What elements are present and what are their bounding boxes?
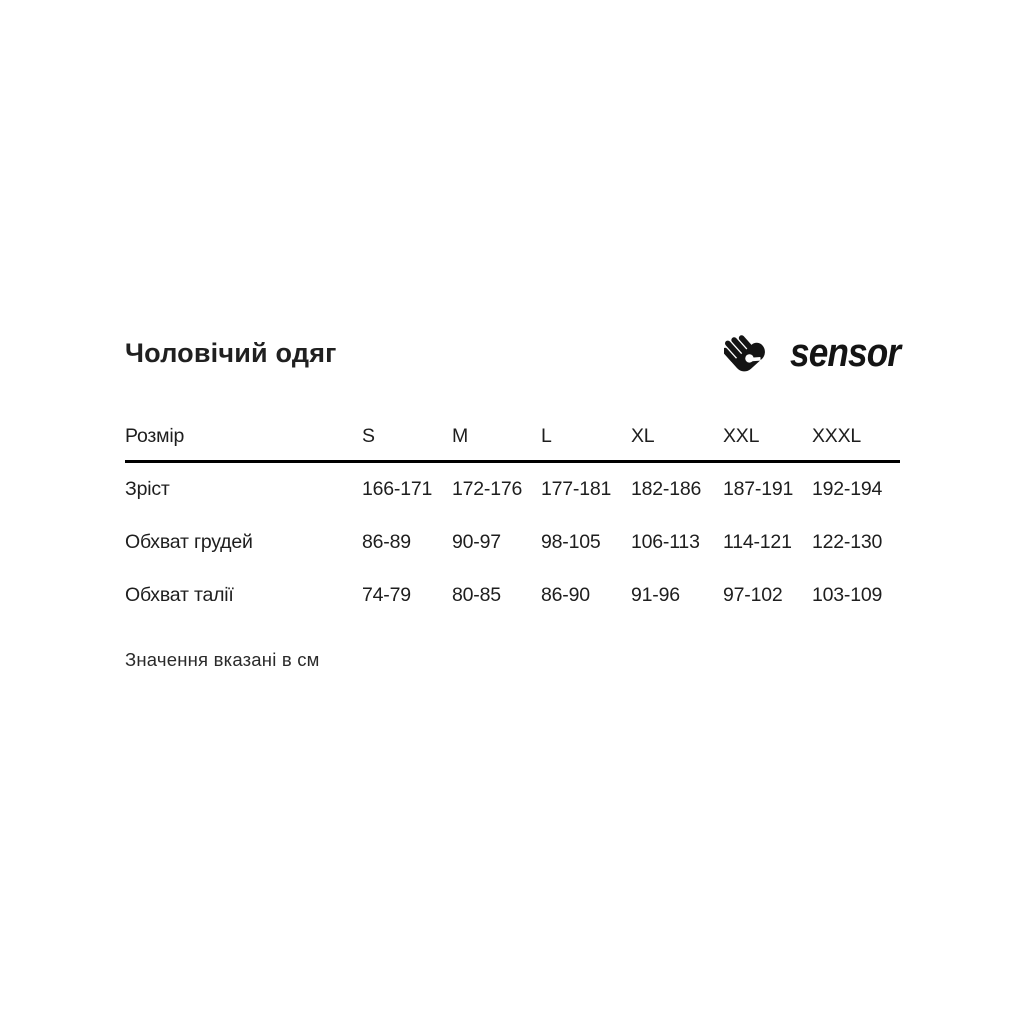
- cell-value: 74-79: [362, 584, 411, 606]
- column-header-xl: XL: [631, 412, 723, 462]
- cell-value: 97-102: [723, 584, 783, 606]
- row-label: Обхват грудей: [125, 531, 253, 553]
- cell-value: 103-109: [812, 584, 883, 606]
- row-label: Зріст: [125, 478, 170, 500]
- column-header-xxxl: XXXL: [812, 412, 900, 462]
- cell-value: 172-176: [452, 478, 523, 500]
- header-row: [125, 330, 900, 376]
- table-row-chest: [125, 516, 900, 569]
- cell-value: 182-186: [631, 478, 702, 500]
- column-header-size-label: Розмір: [125, 412, 362, 462]
- table-row-height: [125, 462, 900, 517]
- column-header-l: L: [541, 412, 631, 462]
- table-header-row: [125, 412, 900, 462]
- size-chart-content: [125, 330, 900, 671]
- page-title: Чоловічий одяг: [125, 337, 337, 368]
- cell-value: 177-181: [541, 478, 612, 500]
- cell-value: 192-194: [812, 478, 883, 500]
- cell-value: 166-171: [362, 478, 433, 500]
- cell-value: 187-191: [723, 478, 794, 500]
- row-label: Обхват талії: [125, 584, 234, 606]
- column-header-m: M: [452, 412, 541, 462]
- table-row-waist: [125, 569, 900, 622]
- cell-value: 106-113: [631, 531, 700, 553]
- size-chart-table: [125, 412, 900, 622]
- units-note: Значення вказані в см: [125, 649, 320, 670]
- column-header-xxl: XXL: [723, 412, 812, 462]
- brand-wordmark: sensor: [789, 331, 900, 375]
- cell-value: 91-96: [631, 584, 680, 606]
- cell-value: 122-130: [812, 531, 883, 553]
- column-header-s: S: [362, 412, 452, 462]
- brand-logo: [724, 329, 900, 377]
- cell-value: 86-89: [362, 531, 411, 553]
- cell-value: 98-105: [541, 531, 601, 553]
- cell-value: 90-97: [452, 531, 501, 553]
- cell-value: 114-121: [723, 531, 792, 553]
- cell-value: 80-85: [452, 584, 501, 606]
- cell-value: 86-90: [541, 584, 590, 606]
- glove-hand-icon: [724, 329, 766, 377]
